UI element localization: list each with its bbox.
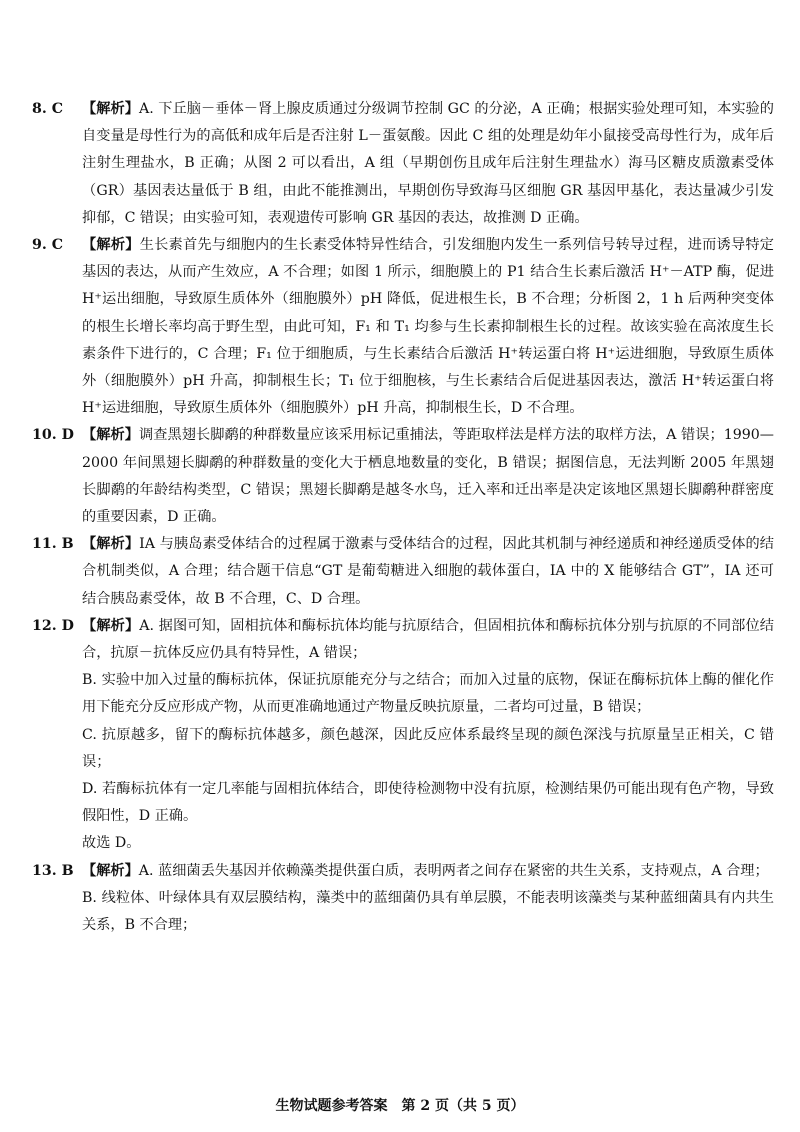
- analysis-tag: 【解析】: [82, 862, 139, 879]
- answer-number: 13. B: [32, 862, 74, 879]
- answer-text: 生长素首先与细胞内的生长素受体特异性结合，引发细胞内发生一系列信号转导过程，进而诱导特定基因的表达，从而产生效应，A 不合理；如图 1 所示，细胞膜上的 P1 结合生长素后激活 H⁺－ATP 酶，促进 H⁺运出细胞，导致原生质体外（细胞膜外）pH 降低，促进根生长，B 不合理；分析图 2，1 h 后两种突变体的根生长增长率均高于野生型，由此可知，F₁ 和 T₁ 均参与生长素抑制根生长的过程。故该实验在高浓度生长素条件下进行的，C 合理；F₁ 位于细胞质，与生长素结合后激活 H⁺转运蛋白将 H⁺运进细胞，导致原生质体外（细胞膜外）pH 升高，抑制根生长；T₁ 位于细胞核，与生长素结合后促进基因表达，激活 H⁺转运蛋白将 H⁺运进细胞，导致原生质体外（细胞膜外）pH 升高，抑制根生长，D 不合理。: [82, 237, 774, 417]
- answer-text: IA 与胰岛素受体结合的过程属于激素与受体结合的过程，因此其机制与神经递质和神经递质受体的结合机制类似，A 合理；结合题干信息“GT 是葡萄糖进入细胞的载体蛋白，IA 中的 X 能够结合 GT”，IA 还可结合胰岛素受体，故 B 不合理，C、D 合理。: [82, 536, 774, 607]
- analysis-tag: 【解析】: [82, 237, 140, 254]
- analysis-tag: 【解析】: [82, 617, 140, 634]
- answer-item: [32, 422, 774, 531]
- analysis-tag: 【解析】: [82, 427, 139, 444]
- answer-number: 9. C: [32, 237, 64, 254]
- answer-number: 11. B: [32, 536, 74, 553]
- answer-text: A. 蓝细菌丢失基因并依赖藻类提供蛋白质，表明两者之间存在紧密的共生关系，支持观点，A 合理；: [138, 862, 769, 879]
- answer-item: [32, 96, 774, 232]
- answer-item: [32, 613, 774, 667]
- answer-subparagraph: B. 实验中加入过量的酶标抗体，保证抗原能充分与之结合；而加入过量的底物，保证在酶标抗体上酶的催化作用下能充分反应形成产物，从而更准确地通过产物量反映抗原量，二者均可过量，B 错误；: [82, 672, 774, 716]
- answer-body: [82, 422, 774, 531]
- answer-body: [82, 531, 774, 613]
- answer-text: A. 下丘脑－垂体－肾上腺皮质通过分级调节控制 GC 的分泌，A 正确；根据实验处理可知，本实验的自变量是母性行为的高低和成年后是否注射 L－蛋氨酸。因此 C 组的处理是幼年小鼠接受高母性行为，成年后注射生理盐水，B 正确；从图 2 可以看出，A 组（早期创伤且成年后注射生理盐水）海马区糖皮质激素受体（GR）基因表达量低于 B 组，由此不能推测出，早期创伤导致海马区细胞 GR 基因甲基化，表达量减少引发抑郁，C 错误；由实验可知，表观遗传可影响 GR 基因的表达，故推测 D 正确。: [82, 101, 774, 226]
- analysis-tag: 【解析】: [82, 536, 140, 553]
- answer-item: [32, 858, 774, 885]
- answer-item: [32, 531, 774, 613]
- analysis-tag: 【解析】: [82, 101, 139, 117]
- answer-body: [82, 232, 774, 422]
- answer-subparagraph: 故选 D。: [82, 835, 141, 852]
- answer-item: [32, 232, 774, 422]
- answer-text: A. 据图可知，固相抗体和酶标抗体均能与抗原结合，但固相抗体和酶标抗体分别与抗原的不同部位结合，抗原－抗体反应仍具有特异性，A 错误；: [82, 617, 774, 662]
- answer-subparagraph: D. 若酶标抗体有一定几率能与固相抗体结合，即使待检测物中没有抗原，检测结果仍可能出现有色产物，导致假阳性，D 正确。: [82, 781, 774, 825]
- answer-number: 12. D: [32, 617, 74, 634]
- page-footer: 生物试题参考答案 第 2 页（共 5 页）: [275, 1098, 525, 1114]
- answer-content: [32, 96, 774, 939]
- answer-body: [82, 858, 774, 885]
- answer-text: 调查黑翅长脚鹬的种群数量应该采用标记重捕法，等距取样法是样方法的取样方法，A 错误；1990—2000 年间黑翅长脚鹬的种群数量的变化大于栖息地数量的变化，B 错误；据图信息，无法判断 2005 年黑翅长脚鹬的年龄结构类型，C 错误；黑翅长脚鹬是越冬水鸟，迁入率和迁出率是决定该地区黑翅长脚鹬种群密度的重要因素，D 正确。: [82, 427, 774, 526]
- answer-subparagraph: C. 抗原越多，留下的酶标抗体越多，颜色越深，因此反应体系最终呈现的颜色深浅与抗原量呈正相关，C 错误；: [82, 726, 774, 770]
- answer-subparagraph: B. 线粒体、叶绿体具有双层膜结构，藻类中的蓝细菌仍具有单层膜，不能表明该藻类与某种蓝细菌具有内共生关系，B 不合理；: [82, 889, 774, 934]
- answer-number: 10. D: [32, 427, 74, 444]
- answer-body: [82, 96, 774, 232]
- answer-body: [82, 613, 774, 667]
- answer-number: 8. C: [32, 101, 64, 117]
